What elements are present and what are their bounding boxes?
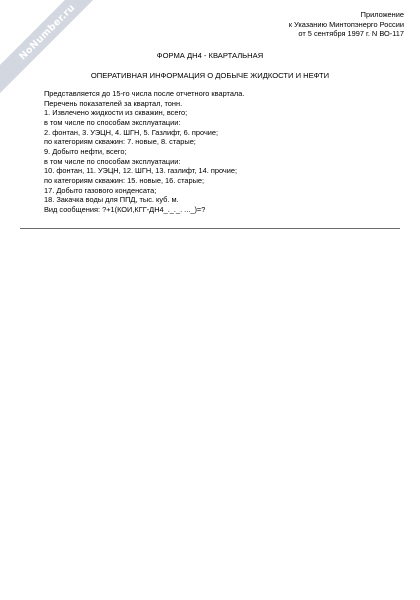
horizontal-divider <box>20 228 400 229</box>
body-line: 2. фонтан, 3. УЭЦН, 4. ШГН, 5. Газлифт, 6. прочие; <box>44 127 219 137</box>
document-body <box>44 89 244 215</box>
appendix-note <box>289 10 404 39</box>
appendix-line: к Указанию Минтопэнерго России <box>288 19 404 29</box>
body-line: по категориям скважин: 7. новые, 8. старые; <box>44 137 196 147</box>
watermark-ribbon <box>0 0 114 99</box>
appendix-line: от 5 сентября 1997 г. N ВО-117 <box>298 29 404 39</box>
watermark-text: NoNumber.ru <box>16 1 78 63</box>
body-line: 1. Извлечено жидкости из скважин, всего; <box>44 108 188 118</box>
body-line: по категориям скважин: 15. новые, 16. старые; <box>44 175 205 185</box>
body-line: Перечень показателей за квартал, тонн. <box>44 98 183 108</box>
form-title: ФОРМА ДН4 - КВАРТАЛЬНАЯ <box>156 51 264 60</box>
body-line: в том числе по способам эксплуатации: <box>44 156 181 166</box>
body-line: Представляется до 15-го числа после отчетного квартала. <box>44 89 245 98</box>
body-line: Вид сообщения: ?+1(КОИ,КГГ-ДН4_._._. ..._)=? <box>44 204 206 214</box>
body-line: 10. фонтан, 11. УЭЦН, 12. ШГН, 13. газлифт, 14. прочие; <box>44 166 238 176</box>
body-line: 17. Добыто газового конденсата; <box>44 185 157 195</box>
body-line: 9. Добыто нефти, всего; <box>44 146 127 156</box>
body-line: в том числе по способам эксплуатации: <box>44 117 181 127</box>
document-title: ОПЕРАТИВНАЯ ИНФОРМАЦИЯ О ДОБЫЧЕ ЖИДКОСТИ И НЕФТИ <box>90 71 330 80</box>
appendix-line: Приложение <box>360 10 404 19</box>
body-line: 18. Закачка воды для ППД, тыс. куб. м. <box>44 195 179 205</box>
